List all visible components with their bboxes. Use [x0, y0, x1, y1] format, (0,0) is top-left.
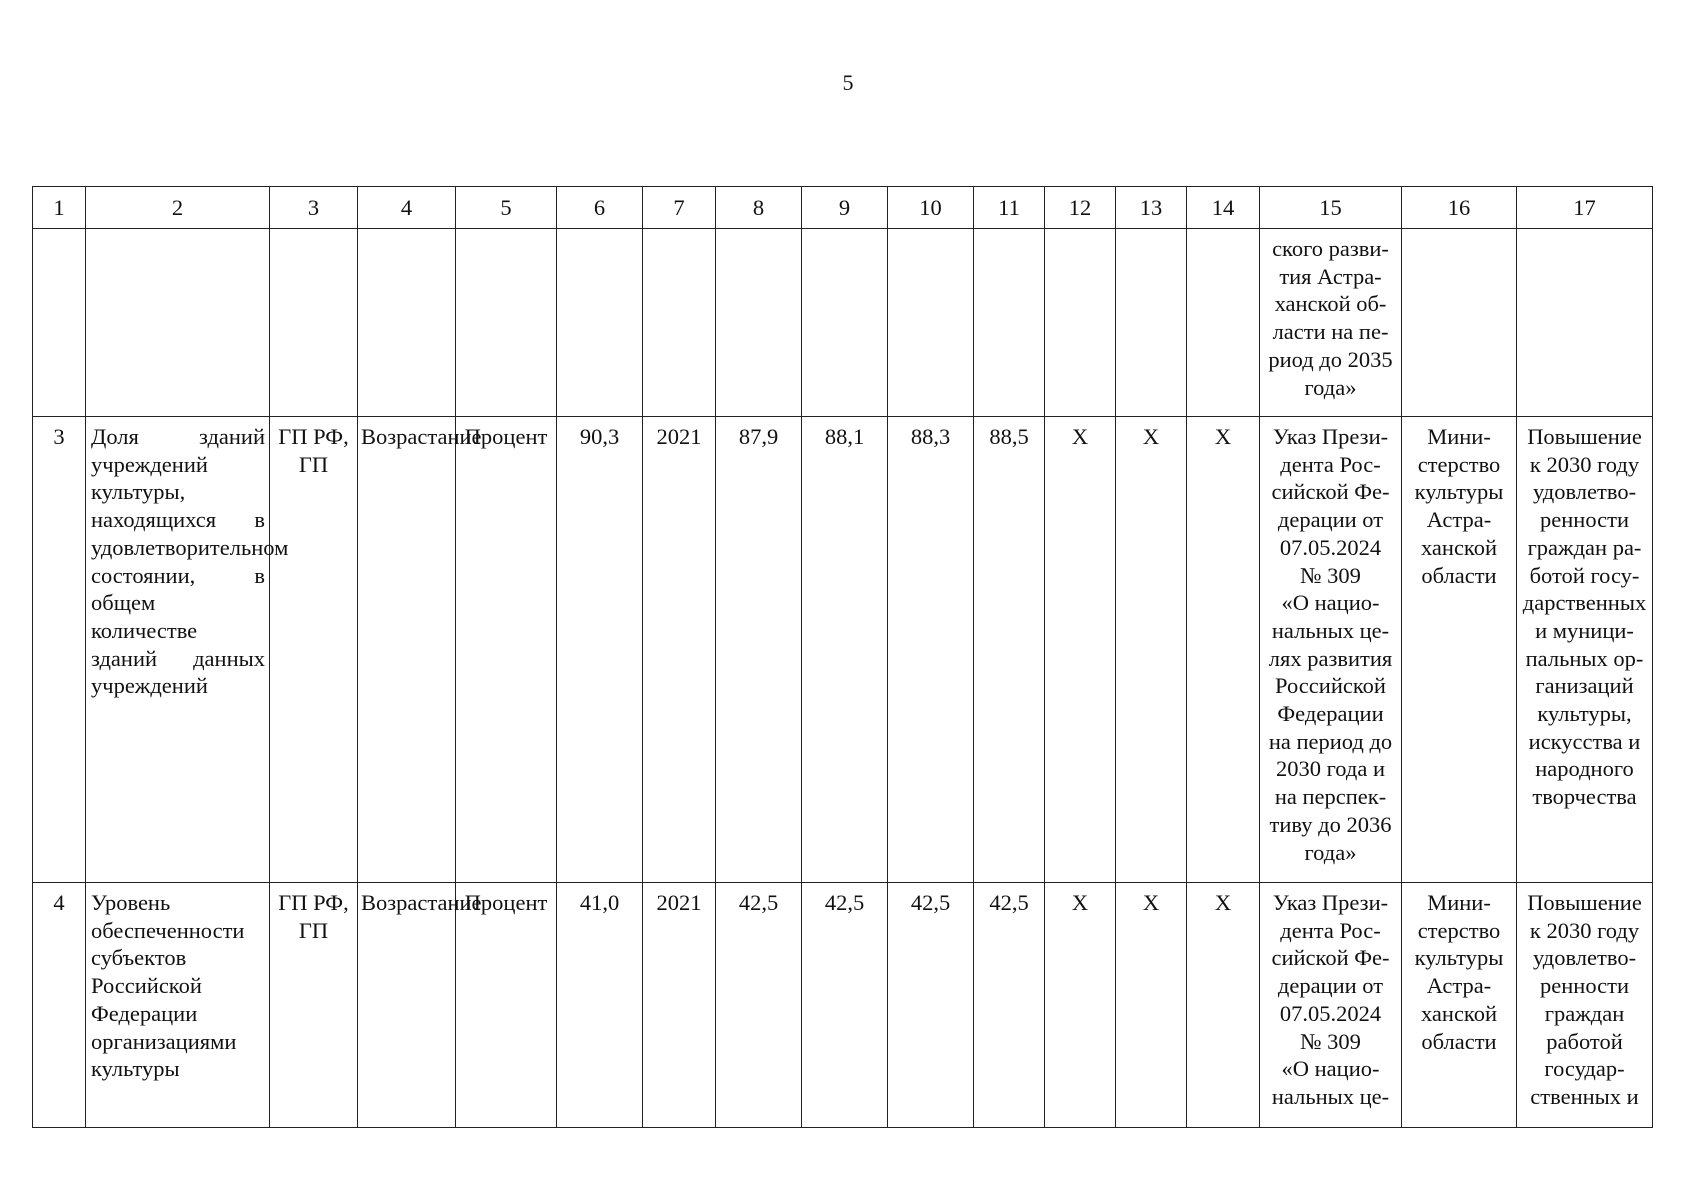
table-cell — [1402, 229, 1517, 417]
value-col-10: 42,5 — [888, 883, 974, 1128]
table-cell — [270, 229, 358, 417]
page-number: 5 — [842, 70, 854, 95]
indicator-unit: Процент — [456, 417, 557, 883]
base-year: 2021 — [643, 417, 716, 883]
source-document: Указ Прези- дента Рос- сийской Фе- дерации от 07.05.2024 № 309 «О нацио- нальных це- — [1260, 883, 1402, 1128]
table-cell — [802, 229, 888, 417]
table-cell — [888, 229, 974, 417]
table-cell — [1116, 229, 1187, 417]
indicator-trend: Возрастание — [358, 883, 456, 1128]
value-col-11: 88,5 — [974, 417, 1045, 883]
table-cell — [1517, 229, 1653, 417]
table-cell — [1187, 229, 1260, 417]
national-goal: Повышение к 2030 году удовлетво- ренности граждан работой государ- ственных и — [1517, 883, 1653, 1128]
indicator-trend: Возрастание — [358, 417, 456, 883]
continuation-document-text: ского разви- тия Астра- ханской об- ласти на пе- риод до 2035 года» — [1260, 229, 1402, 417]
table-row — [33, 417, 1653, 883]
column-number: 13 — [1116, 187, 1187, 229]
base-value: 41,0 — [557, 883, 643, 1128]
indicator-level: ГП РФ, ГП — [270, 883, 358, 1128]
responsible-body: Мини- стерство культуры Астра- ханской области — [1402, 883, 1517, 1128]
column-number: 12 — [1045, 187, 1116, 229]
value-col-12: Х — [1045, 417, 1116, 883]
value-col-8: 42,5 — [716, 883, 802, 1128]
value-col-12: Х — [1045, 883, 1116, 1128]
value-col-13: Х — [1116, 883, 1187, 1128]
column-number: 9 — [802, 187, 888, 229]
column-number: 4 — [358, 187, 456, 229]
row-number: 4 — [33, 883, 86, 1128]
table-cell — [33, 229, 86, 417]
table-cell — [456, 229, 557, 417]
column-number: 3 — [270, 187, 358, 229]
table-cell — [358, 229, 456, 417]
column-number: 7 — [643, 187, 716, 229]
table-cell — [1045, 229, 1116, 417]
column-number: 10 — [888, 187, 974, 229]
column-number: 16 — [1402, 187, 1517, 229]
value-col-11: 42,5 — [974, 883, 1045, 1128]
column-number-row — [33, 187, 1653, 229]
source-document: Указ Прези- дента Рос- сийской Фе- дерации от 07.05.2024 № 309 «О нацио- нальных це- лях развития Российской Федерации на период до 2030 года и на перспек- тиву до 2036 года» — [1260, 417, 1402, 883]
value-col-8: 87,9 — [716, 417, 802, 883]
table-row — [33, 883, 1653, 1128]
indicator-name: Уровень обеспеченности субъектов Российской Федерации организациями культуры — [86, 883, 270, 1128]
column-number: 15 — [1260, 187, 1402, 229]
indicator-name: Доля зданий учреждений культуры, находящихся в удовлетворительном состоянии, в общем количестве зданий данных учреждений — [86, 417, 270, 883]
base-year: 2021 — [643, 883, 716, 1128]
row-number: 3 — [33, 417, 86, 883]
column-number: 5 — [456, 187, 557, 229]
table-cell — [557, 229, 643, 417]
column-number: 8 — [716, 187, 802, 229]
table-cell — [716, 229, 802, 417]
value-col-10: 88,3 — [888, 417, 974, 883]
column-number: 17 — [1517, 187, 1653, 229]
base-value: 90,3 — [557, 417, 643, 883]
table-cell — [86, 229, 270, 417]
value-col-9: 42,5 — [802, 883, 888, 1128]
column-number: 2 — [86, 187, 270, 229]
value-col-9: 88,1 — [802, 417, 888, 883]
table-cell — [643, 229, 716, 417]
value-col-14: Х — [1187, 417, 1260, 883]
column-number: 6 — [557, 187, 643, 229]
column-number: 11 — [974, 187, 1045, 229]
indicator-level: ГП РФ, ГП — [270, 417, 358, 883]
national-goal: Повышение к 2030 году удовлетво- ренности граждан ра- ботой госу- дарственных и муници- пальных ор- ганизаций культуры, искусства и народного творчества — [1517, 417, 1653, 883]
value-col-14: Х — [1187, 883, 1260, 1128]
value-col-13: Х — [1116, 417, 1187, 883]
column-number: 1 — [33, 187, 86, 229]
table-cell — [974, 229, 1045, 417]
column-number: 14 — [1187, 187, 1260, 229]
continuation-row — [33, 229, 1653, 417]
indicator-unit: Процент — [456, 883, 557, 1128]
indicators-table — [32, 186, 1653, 1128]
responsible-body: Мини- стерство культуры Астра- ханской области — [1402, 417, 1517, 883]
